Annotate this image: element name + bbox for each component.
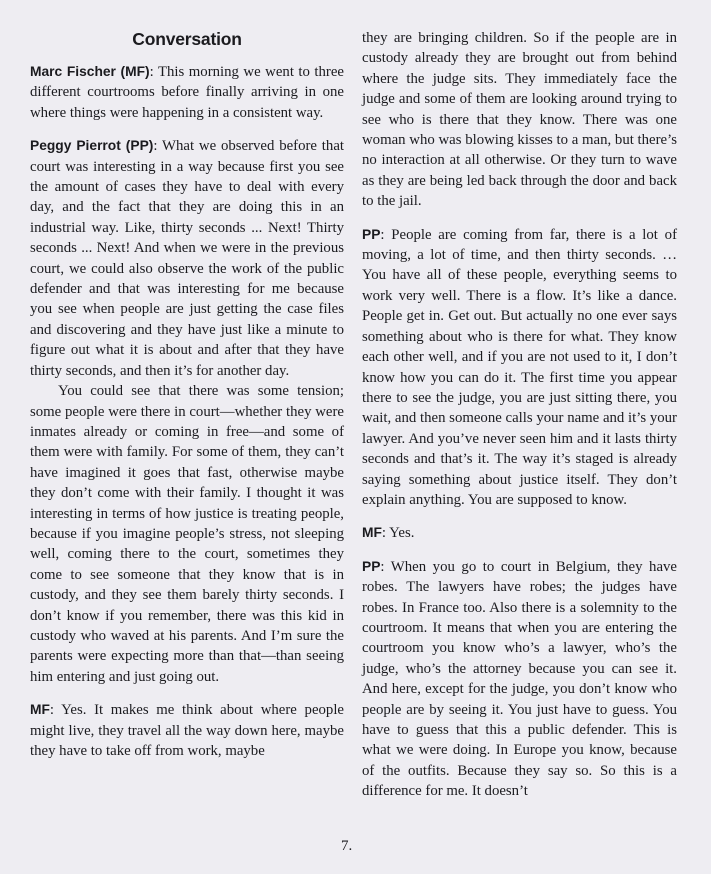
paragraph-text: : Yes. bbox=[381, 525, 415, 542]
speaker-label: Peggy Pierrot (PP) bbox=[30, 138, 154, 154]
paragraph-text: : Yes. It makes me think about where people might live, they travel all the way down here, maybe they have to take off from work, maybe bbox=[30, 702, 344, 759]
paragraph-mf-2-cont: they are bringing children. So if the people are in custody already they are brought out from behind where the judge sits. They immediately face the judge and some of them are looking around trying to see who is there that they know. There was one woman who was blowing kisses to a man, but there’s no interaction at all otherwise. Or they turn to wave as they are being led back through the door and back to the jail. bbox=[362, 30, 677, 210]
left-column bbox=[30, 28, 344, 761]
speaker-label: MF bbox=[362, 525, 382, 541]
speaker-label: Marc Fischer (MF) bbox=[30, 64, 150, 79]
paragraph-pp-3 bbox=[362, 225, 677, 511]
speaker-label: MF bbox=[30, 702, 50, 718]
paragraph-pp-2: You could see that there was some tension; some people were there in court—whether they were inmates already or coming in free—and some of them were with family. For some of them, they can’t have imagined it goes that fast, otherwise maybe they don’t come with their family. I thought it was interesting in terms of how justice is treating people, because if you imagine people’s stress, not sleeping well, coming there to the court, sometimes they come to see someone that they know that is in custody, and they see them barely thirty seconds. I don’t know if you remember, there was this kid in custody who waved at his parents. And I’m sure the parents were expecting more than that—than seeing him entering and just going out. bbox=[30, 383, 344, 685]
paragraph-text: : People are coming from far, there is a lot of moving, a lot of time, and then thirty seconds. … You have all of these people, everything seems to work very well. There is a flow. It’s like a dance. People get in. Get out. But actually no one ever says something about who is there for what. They know each other well, and if you are not used to it, I don’t know how you can do it. The first time you appear there to see the judge, you are just sitting there, you wait, and then someone calls your name and it’s your lawyer. And you’ve never seen him and it lasts thirty seconds and that’s it. The way it’s staged is already saying something about justice itself. They don’t explain anything. You are supposed to know. bbox=[362, 226, 677, 508]
paragraph-pp-4 bbox=[362, 557, 677, 802]
paragraph-pp-1 bbox=[30, 136, 344, 381]
section-heading: Conversation bbox=[132, 29, 242, 49]
paragraph-text: : When you go to court in Belgium, they have robes. The lawyers have robes; the judges have robes. In France too. Also there is a solemnity to the courtroom. It means that when you are entering the courtroom you know who’s a lawyer, who’s the judge, who’s the attorney because you can see it. And here, except for the judge, you don’t know who people are by seeing it. You just have to guess. You have to guess that this a public defender. This is what we were doing. In Europe you know, because of the outfits. Because they say so. So this is a difference for me. It doesn’t bbox=[362, 558, 677, 800]
speaker-label: PP bbox=[362, 226, 381, 242]
paragraph-text: : This morning we went to three different courtrooms before finally arriving in one where things were happening in a consistent way. bbox=[30, 64, 344, 121]
paragraph-mf-1 bbox=[30, 62, 344, 123]
speaker-label: PP bbox=[362, 558, 381, 574]
right-column bbox=[362, 28, 677, 802]
page-number: 7. bbox=[341, 838, 353, 854]
paragraph-mf-2 bbox=[30, 700, 344, 761]
paragraph-mf-3 bbox=[362, 523, 677, 543]
paragraph-text: : What we observed before that court was interesting in a way because first you see the amount of cases they have to deal with every day, and the fact that they are doing this in an industrial way. Like, thirty seconds ... Next! Thirty seconds ... Next! And when we were in the previous court, we could also observe the work of the public defender and that was interesting for me because you see when people are just getting the case files and discovering and they have just like a minute to figure out what it is about and after that they have thirty seconds, and then it’s for another day. bbox=[30, 138, 344, 379]
